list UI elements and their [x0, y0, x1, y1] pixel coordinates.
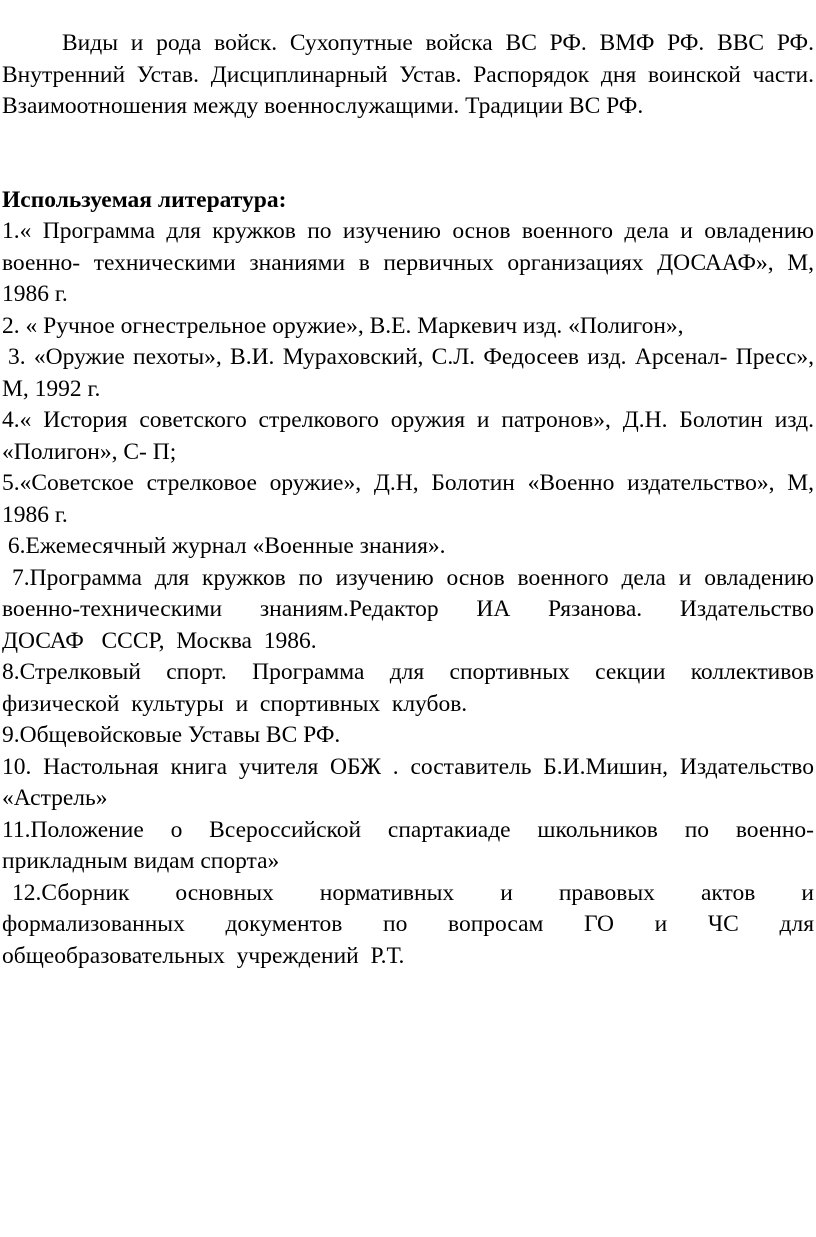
literature-section: [2, 185, 814, 973]
literature-item-6-line: 6.Ежемесячный журнал «Военные знания».: [2, 533, 446, 559]
literature-item-11-line: прикладным видам спорта»: [2, 848, 280, 874]
literature-item-12-line: общеобразовательных учреждений Р.Т.: [2, 942, 405, 969]
intro-line: Виды и рода войск. Сухопутные войска ВС РФ. ВМФ РФ. ВВС РФ.: [62, 30, 814, 56]
literature-item-8-line: 8.Стрелковый спорт. Программа для спортивных секции коллективов: [2, 659, 814, 685]
literature-item-3-line: 3. «Оружие пехоты», В.И. Мураховский, С.Л. Федосеев изд. Арсенал- Пресс»,: [8, 344, 814, 370]
literature-item-2-line: 2. « Ручное огнестрельное оружие», В.Е. Маркевич изд. «Полигон»,: [2, 312, 684, 339]
literature-item-5-line: 5.«Советское стрелковое оружие», Д.Н, Болотин «Военно издательство», М,: [2, 470, 814, 496]
literature-item-11-line: 11.Положение о Всероссийской спартакиаде школьников по военно-: [2, 816, 814, 843]
literature-item-1-line: 1.« Программа для кружков по изучению основ военного дела и овладению: [2, 218, 814, 244]
literature-item-12-line: 12.Сборник основных нормативных и правовых актов и: [12, 879, 814, 906]
intro-line: Внутренний Устав. Дисциплинарный Устав. Распорядок дня воинской части.: [2, 61, 814, 88]
literature-item-1-line: 1986 г.: [2, 281, 68, 307]
literature-item-5-line: 1986 г.: [2, 501, 68, 528]
literature-item-8-line: физической культуры и спортивных клубов.: [2, 690, 468, 717]
literature-item-4-line: 4.« История советского стрелкового оружия и патронов», Д.Н. Болотин изд.: [2, 407, 814, 433]
literature-item-10-line: 10. Настольная книга учителя ОБЖ . составитель Б.И.Мишин, Издательство: [2, 753, 814, 780]
literature-heading: Используемая литература:: [2, 186, 287, 213]
literature-item-1-line: военно- техническими знаниями в первичных организациях ДОСААФ», М,: [2, 249, 814, 276]
literature-item-10-line: «Астрель»: [2, 785, 108, 811]
literature-item-7-line: ДОСАФ СССР, Москва 1986.: [2, 627, 317, 654]
literature-item-7-line: военно-техническими знаниям.Редактор ИА Рязанова. Издательство: [2, 596, 814, 622]
literature-item-12-line: формализованных документов по вопросам ГО и ЧС для: [2, 911, 814, 937]
paragraph-gap: [0, 123, 816, 185]
literature-item-3-line: М, 1992 г.: [2, 375, 101, 402]
literature-item-7-line: 7.Программа для кружков по изучению основ военного дела и овладению: [12, 564, 814, 591]
literature-item-9-line: 9.Общевойсковые Уставы ВС РФ.: [2, 722, 341, 748]
intro-line: Взаимоотношения между военнослужащими. Традиции ВС РФ.: [2, 93, 644, 119]
intro-paragraph: [2, 28, 814, 123]
literature-item-4-line: «Полигон», С- П;: [2, 438, 177, 465]
